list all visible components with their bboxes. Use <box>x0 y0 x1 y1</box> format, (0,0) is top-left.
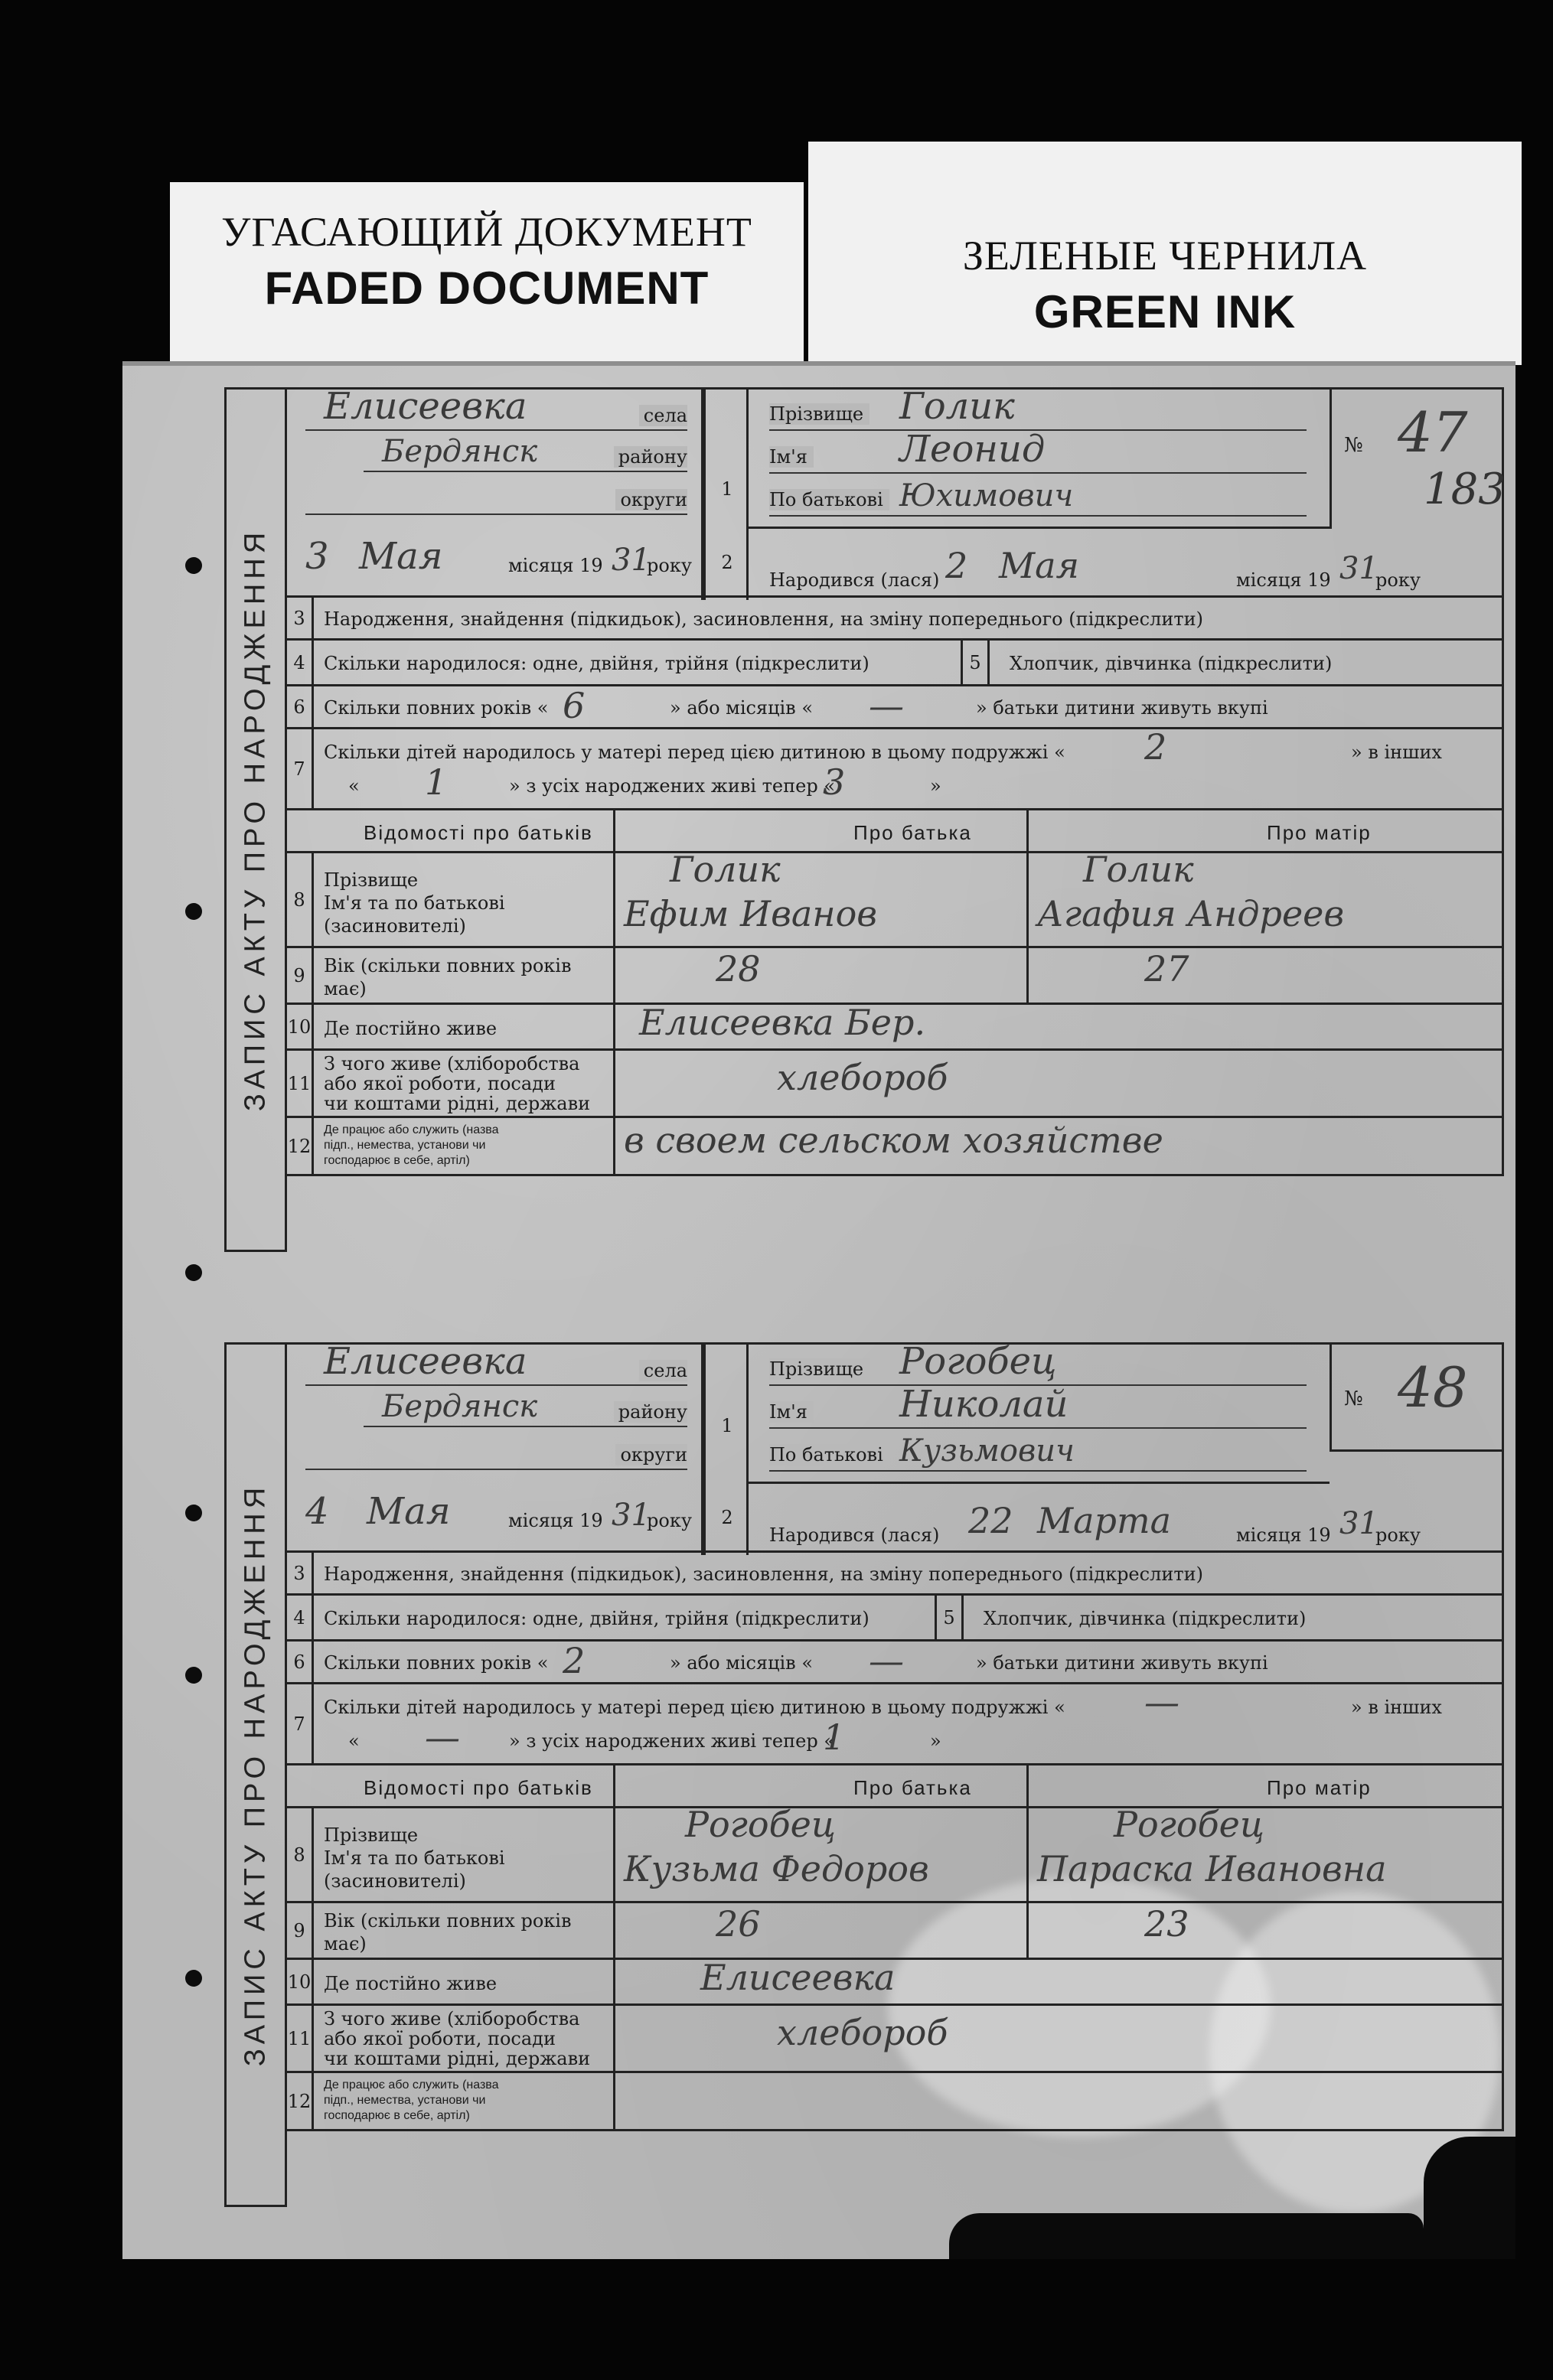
reg-month: Мая <box>359 535 443 578</box>
parents-info-label: Відомості про батьків <box>364 821 593 844</box>
q5-text: Хлопчик, дівчинка (підкреслити) <box>1010 653 1333 674</box>
workplace: в своем сельском хозяйстве <box>624 1120 1163 1161</box>
record-rows <box>287 598 1504 1176</box>
parents-info-label: Відомості про батьків <box>364 1776 593 1799</box>
q7c: « <box>348 1730 360 1752</box>
q7b: » в інших <box>1351 1697 1442 1718</box>
village-value: Елисеевка <box>324 1340 527 1383</box>
q3-text: Народження, знайдення (підкидьок), засиновлення, на зміну попереднього (підкреслити) <box>324 1563 1203 1585</box>
record-header <box>287 387 1504 598</box>
record-number-box <box>1330 1345 1504 1452</box>
reg-day: 4 <box>305 1490 329 1533</box>
child-name-block <box>746 385 1330 529</box>
row-9: 9 Вік (скільки повних років має) 26 23 <box>287 1903 1502 1960</box>
village-line <box>305 1340 687 1386</box>
mother-column-label: Про матір <box>1267 821 1372 844</box>
green-label-en: GREEN INK <box>1033 286 1297 337</box>
years-together: 2 <box>563 1640 586 1681</box>
q5-text: Хлопчик, дівчинка (підкреслити) <box>984 1608 1307 1629</box>
year-label: року <box>647 555 692 576</box>
mother-column-label: Про матір <box>1267 1776 1372 1799</box>
residence: Елисеевка <box>700 1957 896 1998</box>
row-10: 10 Де постійно живе Елисеевка <box>287 1960 1502 2006</box>
child-patronymic: Кузьмович <box>899 1433 1075 1469</box>
row-number: 1 <box>721 1415 733 1436</box>
q7e: » <box>930 775 941 797</box>
registration-date <box>305 1490 692 1534</box>
row-8: 8 Прізвище Ім'я та по батькові (засиновителі) Голик Ефим Иванов Голик Агафия Андреев <box>287 853 1502 948</box>
row-11: 11 З чого живе (хліборобства або якої роботи, посади чи коштами рідні, держави хлебороб <box>287 2006 1502 2073</box>
birth-year: 31 <box>1339 1506 1378 1541</box>
number-label: № <box>1344 1387 1363 1410</box>
child-surname: Рогобец <box>899 1340 1057 1383</box>
birth-month: Марта <box>1037 1500 1172 1541</box>
residence: Елисеевка Бер. <box>639 1002 926 1043</box>
child-name-block <box>746 1340 1330 1484</box>
birth-record-48 <box>224 1342 1518 2222</box>
r10-label: Де постійно живе <box>324 1018 498 1039</box>
child-patronymic-row <box>769 1432 1307 1472</box>
row-6: 6 Скільки повних років « 2 » або місяців « — » батьки дитини живуть вкупі <box>287 1642 1502 1684</box>
birth-day: 2 <box>945 545 968 586</box>
patronymic-label: По батькові <box>769 1444 889 1465</box>
village-suffix: села <box>639 405 687 426</box>
r11-label: З чого живе (хліборобства або якої роботи, посади чи коштами рідні, держави <box>324 2008 591 2069</box>
rayon-value: Бердянск <box>382 434 538 469</box>
reg-year: 31 <box>612 543 651 578</box>
q4-text: Скільки народилося: одне, двійня, трійня (підкреслити) <box>324 653 869 674</box>
father-name: Кузьма Федоров <box>624 1848 929 1889</box>
father-surname: Голик <box>670 849 781 890</box>
mother-age: 27 <box>1144 948 1189 989</box>
punch-hole <box>185 1970 202 1987</box>
q7d: » з усіх народжених живі тепер « <box>509 1730 836 1752</box>
child-surname-row <box>769 1340 1307 1386</box>
occupation: хлебороб <box>777 1057 948 1098</box>
year-label: року <box>647 1510 692 1531</box>
record-side-title: ЗАПИС АКТУ ПРО НАРОДЖЕННЯ <box>224 387 287 1252</box>
row-7: 7 Скільки дітей народилось у матері перед цією дитиною в цьому подружжі « — » в інших « — » з усіх народжених живі тепер « 1 » <box>287 1684 1502 1765</box>
row-12: 12 Де працює або служить (назва підп., немества, установи чи господарює в себе, артіл) <box>287 2073 1502 2131</box>
record-number: 47 <box>1398 400 1468 465</box>
record-side-title: ЗАПИС АКТУ ПРО НАРОДЖЕННЯ <box>224 1342 287 2207</box>
green-label-ru: ЗЕЛЕНЫЕ ЧЕРНИЛА <box>962 233 1368 279</box>
document-sheet <box>122 361 1515 2259</box>
birth-date-line <box>746 529 1504 600</box>
row-6: 6 Скільки повних років « 6 » або місяців « — » батьки дитини живуть вкупі <box>287 686 1502 729</box>
name-label: Ім'я <box>769 446 814 468</box>
record-header <box>287 1342 1504 1553</box>
r12-label: Де працює або служить (назва підп., немества, установи чи господарює в себе, артіл) <box>324 1123 499 1167</box>
mother-name: Параска Ивановна <box>1037 1848 1387 1889</box>
q7b: » в інших <box>1351 742 1442 763</box>
mother-surname: Голик <box>1083 849 1194 890</box>
record-number: 48 <box>1398 1355 1468 1420</box>
r11-label: З чого живе (хліборобства або якої роботи, посади чи коштами рідні, держави <box>324 1053 591 1114</box>
father-age: 26 <box>716 1903 761 1945</box>
birth-month-label: місяця 19 <box>1236 1524 1331 1546</box>
place-block <box>287 1340 703 1555</box>
village-value: Елисеевка <box>324 385 527 428</box>
father-age: 28 <box>716 948 761 989</box>
q3-text: Народження, знайдення (підкидьок), засиновлення, на зміну попереднього (підкреслити) <box>324 608 1203 630</box>
reg-year: 31 <box>612 1498 651 1533</box>
r8-label: Прізвище Ім'я та по батькові (засиновителі) <box>324 869 505 937</box>
row-11: 11 З чого живе (хліборобства або якої роботи, посади чи коштами рідні, держави хлебороб <box>287 1051 1502 1118</box>
green-ink-label <box>808 142 1522 365</box>
record-rows <box>287 1553 1504 2131</box>
place-block <box>287 385 703 600</box>
birth-date-line <box>746 1484 1504 1555</box>
row-10: 10 Де постійно живе Елисеевка Бер. <box>287 1005 1502 1051</box>
sheet-edge <box>122 361 1515 366</box>
row-number: 2 <box>721 552 733 573</box>
punch-hole <box>185 1505 202 1521</box>
occupation: хлебороб <box>777 2012 948 2053</box>
years-together: 6 <box>563 685 586 726</box>
row-3: 3 Народження, знайдення (підкидьок), засиновлення, на зміну попереднього (підкреслити) <box>287 598 1502 641</box>
father-surname: Рогобец <box>685 1804 836 1845</box>
mother-name: Агафия Андреев <box>1037 893 1345 934</box>
birth-year-label: року <box>1375 1524 1421 1546</box>
birth-year: 31 <box>1339 551 1378 586</box>
surname-label: Прізвище <box>769 403 869 425</box>
parents-header-row <box>287 810 1502 853</box>
row-7: 7 Скільки дітей народилось у матері перед цією дитиною в цьому подружжі « 2 » в інших « 1 » з усіх народжених живі тепер « 3 » <box>287 729 1502 810</box>
record-number-box <box>1330 390 1504 529</box>
village-line <box>305 385 687 431</box>
punch-hole <box>185 903 202 920</box>
patronymic-label: По батькові <box>769 489 889 510</box>
row-8: 8 Прізвище Ім'я та по батькові (засиновителі) Рогобец Кузьма Федоров Рогобец Параска Ивановна <box>287 1808 1502 1903</box>
q6a: Скільки повних років « <box>324 697 549 719</box>
birth-day: 22 <box>968 1500 1013 1541</box>
father-column-label: Про батька <box>853 1776 972 1799</box>
faded-document-label <box>170 182 804 363</box>
children-alive: 3 <box>823 761 846 803</box>
q6c: » батьки дитини живуть вкупі <box>976 697 1268 719</box>
name-label: Ім'я <box>769 1401 814 1423</box>
q7e: » <box>930 1730 941 1752</box>
child-patronymic-row <box>769 477 1307 517</box>
children-other: 1 <box>425 761 448 803</box>
r8-label: Прізвище Ім'я та по батькові (засиновителі) <box>324 1824 505 1892</box>
children-before: — <box>1144 1681 1179 1723</box>
rayon-line <box>364 431 687 472</box>
surname-label: Прізвище <box>769 1358 869 1380</box>
row-number: 1 <box>721 478 733 500</box>
mother-surname: Рогобец <box>1114 1804 1264 1845</box>
children-alive: 1 <box>823 1717 846 1758</box>
month-label: місяця 19 <box>508 1510 603 1531</box>
children-before: 2 <box>1144 726 1167 768</box>
village-suffix: села <box>639 1360 687 1381</box>
r9-label: Вік (скільки повних років має) <box>324 955 572 999</box>
registration-date <box>305 535 692 579</box>
q6c: » батьки дитини живуть вкупі <box>976 1652 1268 1674</box>
q6b: » або місяців « <box>670 1652 814 1674</box>
row-4-5: 4 Скільки народилося: одне, двійня, трійня (підкреслити) 5 Хлопчик, дівчинка (підкреслити) <box>287 1596 1502 1642</box>
birth-month-label: місяця 19 <box>1236 569 1331 591</box>
punch-hole <box>185 1667 202 1684</box>
punch-hole <box>185 1264 202 1281</box>
child-patronymic: Юхимович <box>899 478 1074 513</box>
q7a: Скільки дітей народилось у матері перед цією дитиною в цьому подружжі « <box>324 742 1065 763</box>
months-together: — <box>869 685 904 726</box>
q4-text: Скільки народилося: одне, двійня, трійня (підкреслити) <box>324 1608 869 1629</box>
rayon-line <box>364 1386 687 1427</box>
row-4-5: 4 Скільки народилося: одне, двійня, трійня (підкреслити) 5 Хлопчик, дівчинка (підкреслити) <box>287 641 1502 686</box>
child-name-row <box>769 428 1307 474</box>
faded-label-en: FADED DOCUMENT <box>264 262 710 314</box>
child-surname: Голик <box>899 385 1015 428</box>
okrug-suffix: округи <box>615 1444 687 1465</box>
okrug-suffix: округи <box>615 489 687 510</box>
row-9: 9 Вік (скільки повних років має) 28 27 <box>287 948 1502 1005</box>
faded-label-ru: УГАСАЮЩИЙ ДОКУМЕНТ <box>221 209 752 255</box>
month-label: місяця 19 <box>508 555 603 576</box>
birth-year-label: року <box>1375 569 1421 591</box>
q6b: » або місяців « <box>670 697 814 719</box>
r12-label: Де працює або служить (назва підп., немества, установи чи господарює в себе, артіл) <box>324 2078 499 2122</box>
father-name: Ефим Иванов <box>624 893 878 934</box>
born-label: Народився (лася) <box>769 1524 940 1546</box>
born-label: Народився (лася) <box>769 569 940 591</box>
r9-label: Вік (скільки повних років має) <box>324 1910 572 1955</box>
q7d: » з усіх народжених живі тепер « <box>509 775 836 797</box>
birth-month: Мая <box>999 545 1079 586</box>
rayon-suffix: району <box>614 446 687 468</box>
number-label: № <box>1344 434 1363 457</box>
row-3: 3 Народження, знайдення (підкидьок), засиновлення, на зміну попереднього (підкреслити) <box>287 1553 1502 1596</box>
row-12: 12 Де працює або служить (назва підп., немества, установи чи господарює в себе, артіл) в своем сельском хозяйстве <box>287 1118 1502 1176</box>
q7a: Скільки дітей народилось у матері перед цією дитиною в цьому подружжі « <box>324 1697 1065 1718</box>
months-together: — <box>869 1640 904 1681</box>
reg-month: Мая <box>367 1490 451 1533</box>
child-name: Леонид <box>899 428 1046 471</box>
r10-label: Де постійно живе <box>324 1973 498 1994</box>
child-name: Николай <box>899 1383 1069 1426</box>
punch-hole <box>185 557 202 574</box>
record-number-secondary: 183 <box>1424 465 1506 514</box>
parents-header-row <box>287 1765 1502 1808</box>
children-other: — <box>425 1717 460 1758</box>
rayon-value: Бердянск <box>382 1389 538 1424</box>
okrug-line <box>305 1429 687 1470</box>
father-column-label: Про батька <box>853 821 972 844</box>
row-number: 2 <box>721 1507 733 1528</box>
birth-record-47 <box>224 387 1518 1267</box>
q7c: « <box>348 775 360 797</box>
reg-day: 3 <box>305 535 329 578</box>
q6a: Скільки повних років « <box>324 1652 549 1674</box>
child-name-row <box>769 1383 1307 1429</box>
child-surname-row <box>769 385 1307 431</box>
mother-age: 23 <box>1144 1903 1189 1945</box>
okrug-line <box>305 474 687 515</box>
rayon-suffix: району <box>614 1401 687 1423</box>
